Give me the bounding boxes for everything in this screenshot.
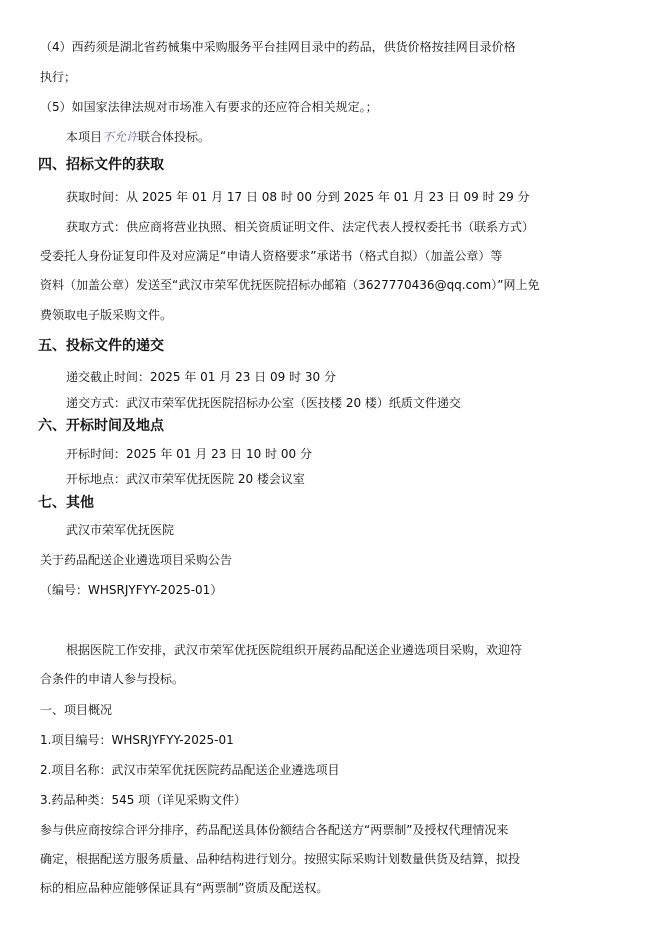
heading-submit-bids: 五、投标文件的递交: [38, 338, 164, 354]
item-5: （5）如国家法律法规对市场准入有要求的还应符合相关规定。；: [40, 100, 378, 114]
opening-time: 开标时间：2025 年 01 月 23 日 10 时 00 分: [66, 447, 312, 461]
heading-other: 七、其他: [38, 495, 94, 511]
item-4-line-2: 执行；: [40, 70, 77, 84]
notice-title: 关于药品配送企业遴选项目采购公告: [40, 553, 233, 567]
heading-obtain-documents: 四、招标文件的获取: [38, 157, 164, 173]
heading-opening: 六、开标时间及地点: [38, 418, 164, 434]
project-number: 1.项目编号：WHSRJYFYY-2025-01: [40, 733, 234, 747]
overview-para-line-1: 参与供应商按综合评分排序，药品配送具体份额结合各配送方“两票制”及授权代理情况来: [40, 823, 509, 837]
joint-bid-emphasis: 不允许: [102, 130, 139, 144]
joint-bid-suffix: 联合体投标。: [138, 130, 211, 144]
overview-para-line-3: 标的相应品种应能够保证具有“两票制”资质及配送权。: [40, 881, 329, 895]
obtain-method-line-2: 受委托人身份证复印件及对应满足“申请人资格要求”承诺书（格式自拟）（加盖公章）等: [40, 249, 503, 263]
obtain-method-line-1: 获取方式：供应商将营业执照、相关资质证明文件、法定代表人授权委托书（联系方式）: [66, 220, 535, 234]
org-name: 武汉市荣军优抚医院: [66, 523, 175, 537]
drug-categories: 3.药品种类：545 项（详见采购文件）: [40, 793, 247, 807]
item-4-line-1: （4）西药须是湖北省药械集中采购服务平台挂网目录中的药品，供货价格按挂网目录价格: [40, 40, 516, 54]
submit-method: 递交方式：武汉市荣军优抚医院招标办公室（医技楼 20 楼）纸质文件递交: [66, 396, 461, 410]
joint-bid-prefix: 本项目: [66, 130, 103, 144]
overview-para-line-2: 确定，根据配送方服务质量、品种结构进行划分。按照实际采购计划数量供货及结算，拟投: [40, 852, 521, 866]
intro-line-2: 合条件的申请人参与投标。: [40, 672, 185, 686]
notice-number: （编号：WHSRJYFYY-2025-01）: [40, 583, 223, 597]
project-name: 2.项目名称：武汉市荣军优抚医院药品配送企业遴选项目: [40, 763, 340, 777]
submit-deadline: 递交截止时间：2025 年 01 月 23 日 09 时 30 分: [66, 370, 336, 384]
opening-place: 开标地点：武汉市荣军优抚医院 20 楼会议室: [66, 472, 305, 486]
obtain-time: 获取时间：从 2025 年 01 月 17 日 08 时 00 分到 2025 年 01 月 23 日 09 时 29 分: [66, 190, 530, 204]
obtain-method-line-4: 费领取电子版采购文件。: [40, 308, 173, 322]
obtain-method-line-3: 资料（加盖公章）发送至“武汉市荣军优抚医院招标办邮箱（3627770436@qq.com）”网上免: [40, 278, 540, 292]
joint-bid-note: [66, 129, 210, 145]
overview-heading: 一、项目概况: [40, 703, 113, 717]
intro-line-1: 根据医院工作安排，武汉市荣军优抚医院组织开展药品配送企业遴选项目采购，欢迎符: [66, 643, 523, 657]
